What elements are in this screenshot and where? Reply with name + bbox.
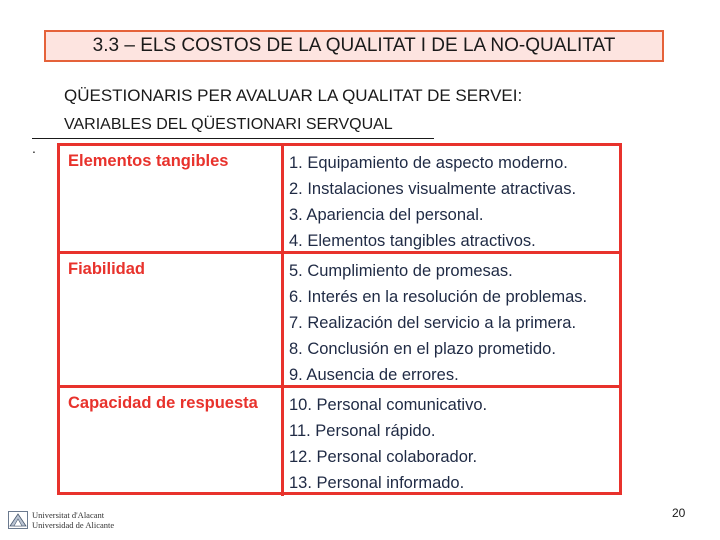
table-item: 9. Ausencia de errores. (289, 366, 459, 384)
table-item: 1. Equipamiento de aspecto moderno. (289, 154, 568, 172)
items-cell (284, 254, 619, 388)
items-cell (284, 388, 619, 496)
table-item: 8. Conclusión en el plazo prometido. (289, 340, 556, 358)
items-cell (284, 146, 619, 254)
university-logo (8, 510, 114, 530)
table-item: 13. Personal informado. (289, 474, 465, 492)
variables-label: VARIABLES DEL QÜESTIONARI SERVQUAL (64, 116, 393, 133)
table-item: 11. Personal rápido. (289, 422, 436, 440)
slide-title: 3.3 – ELS COSTOS DE LA QUALITAT I DE LA NO-QUALITAT (92, 35, 616, 56)
table-item: 7. Realización del servicio a la primera. (289, 314, 577, 332)
table-item: 12. Personal colaborador. (289, 448, 478, 466)
dimension-name: Capacidad de respuesta (68, 394, 258, 412)
table-item: 3. Apariencia del personal. (289, 206, 484, 224)
servqual-table (57, 143, 622, 495)
table-item: 6. Interés en la resolución de problemas. (289, 288, 588, 306)
slide-title-box (44, 30, 664, 62)
dimension-cell (60, 146, 284, 254)
dimension-cell (60, 388, 284, 496)
table-item: 5. Cumplimiento de promesas. (289, 262, 513, 280)
university-emblem-icon (8, 511, 28, 529)
logo-line-2: Universidad de Alicante (32, 520, 115, 530)
table-item: 2. Instalaciones visualmente atractivas. (289, 180, 577, 198)
table-item: 4. Elementos tangibles atractivos. (289, 232, 536, 250)
slide-subtitle: QÜESTIONARIS PER AVALUAR LA QUALITAT DE SERVEI: (64, 86, 523, 105)
logo-line-1: Universitat d'Alacant (32, 510, 105, 520)
dimension-cell (60, 254, 284, 388)
page-number: 20 (672, 506, 686, 520)
dimension-name: Fiabilidad (68, 260, 146, 278)
table-item: 10. Personal comunicativo. (289, 396, 488, 414)
bullet-dot: . (32, 140, 36, 156)
dimension-name: Elementos tangibles (68, 152, 229, 170)
logo-text (32, 510, 114, 530)
